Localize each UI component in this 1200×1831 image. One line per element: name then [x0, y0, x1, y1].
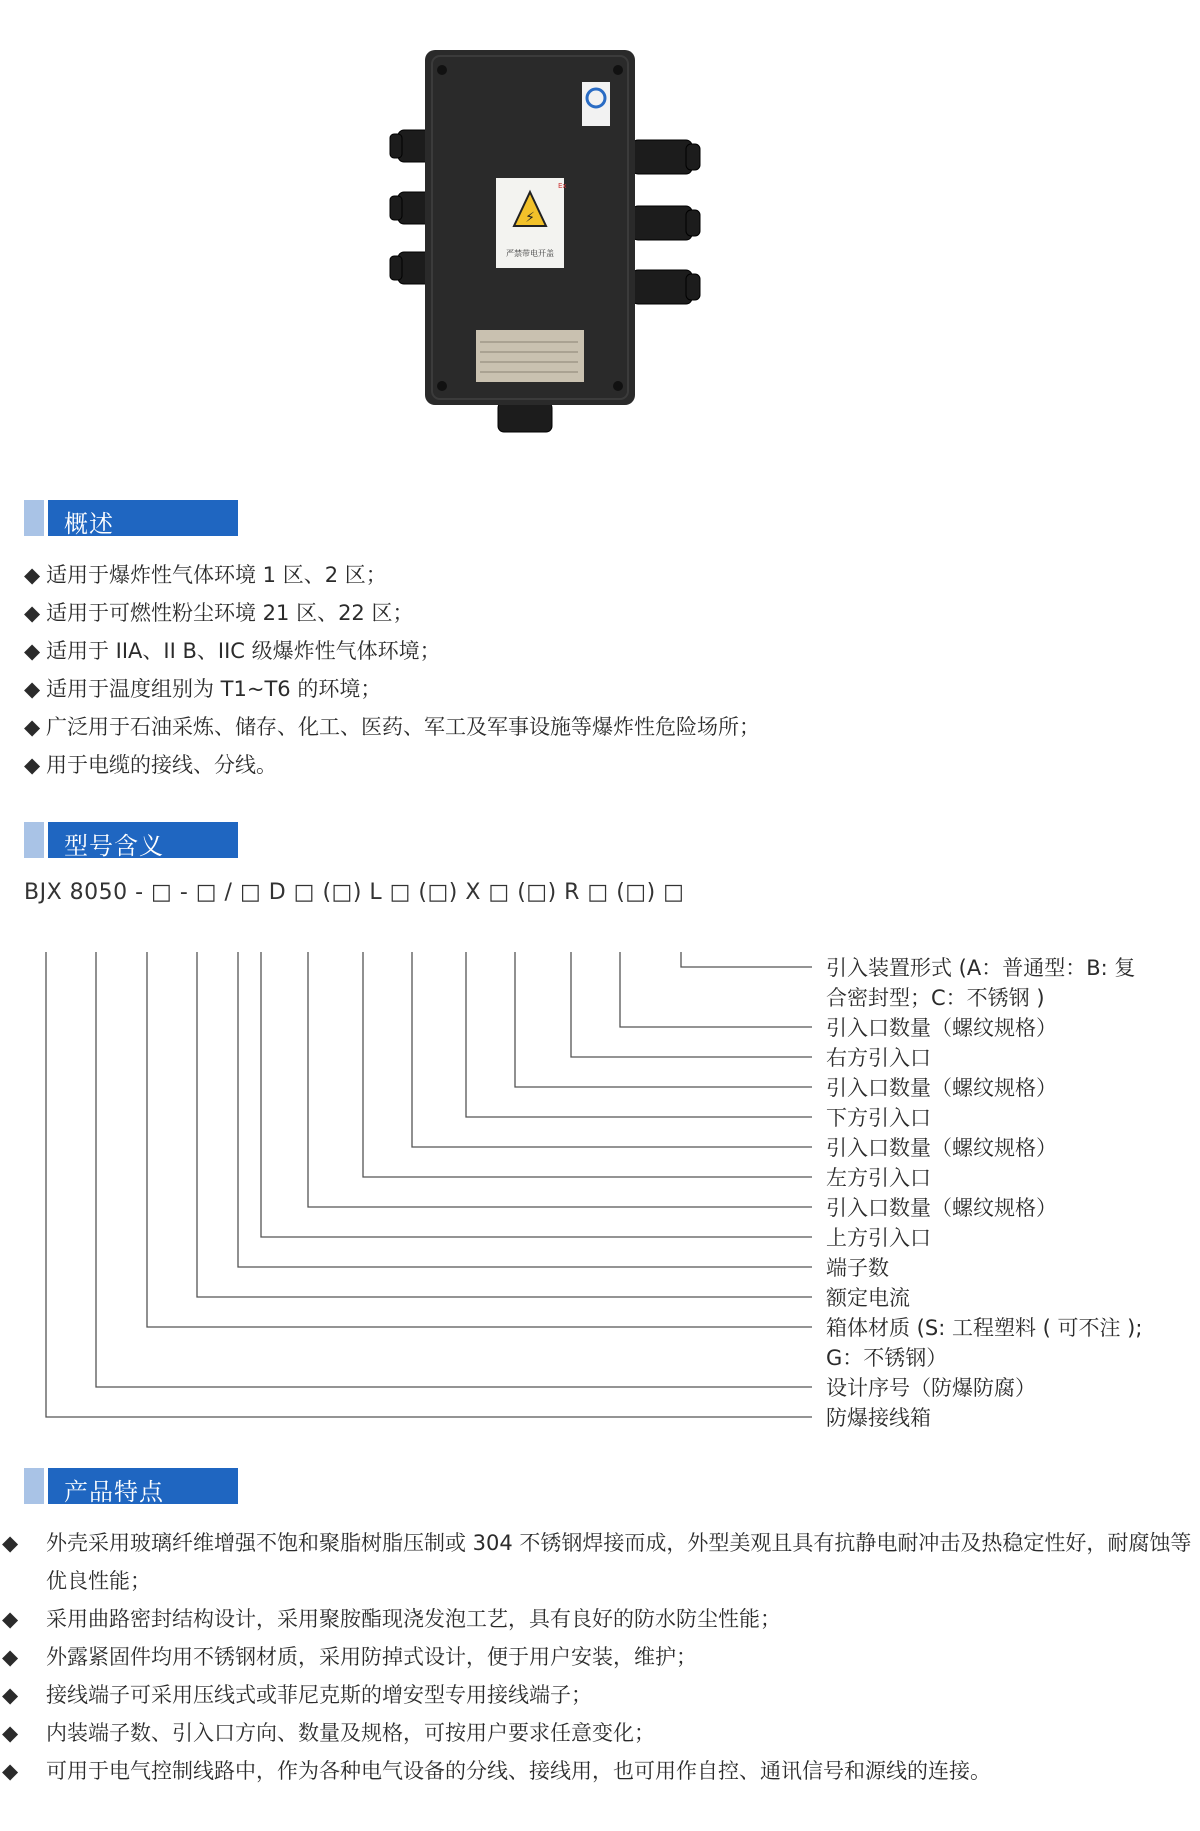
- diagram-label: 右方引入口: [826, 1046, 931, 1070]
- diagram-label: 上方引入口: [826, 1226, 931, 1250]
- diagram-label: 防爆接线箱: [826, 1406, 931, 1430]
- model-code: BJX 8050 - □ - □ / □ D □ (□) L □ (□) X □ (□) R □ (□) □: [24, 880, 685, 905]
- ex-mark: Ex: [558, 182, 567, 190]
- list-item: ◆ 用于电缆的接线、分线。: [24, 753, 277, 777]
- list-item: ◆ 可用于电气控制线路中，作为各种电气设备的分线、接线用，也可用作自控、通讯信号和源线的连接。: [2, 1759, 991, 1783]
- list-item: ◆ 适用于爆炸性气体环境 1 区、2 区；: [24, 563, 387, 587]
- overview-title: 概述: [64, 510, 114, 538]
- diagram-label: G：不锈钢）: [826, 1346, 948, 1370]
- list-item: ◆ 内装端子数、引入口方向、数量及规格，可按用户要求任意变化；: [2, 1721, 655, 1745]
- diagram-label: 左方引入口: [826, 1166, 931, 1190]
- diagram-label: 引入口数量（螺纹规格）: [826, 1016, 1057, 1040]
- list-item: ◆ 广泛用于石油采炼、储存、化工、医药、军工及军事设施等爆炸性危险场所；: [24, 715, 760, 739]
- list-item: ◆ 采用曲路密封结构设计，采用聚胺酯现浇发泡工艺，具有良好的防水防尘性能；: [2, 1607, 781, 1631]
- diagram-label: 端子数: [826, 1256, 889, 1280]
- diagram-label: 引入口数量（螺纹规格）: [826, 1076, 1057, 1100]
- list-item: ◆ 外露紧固件均用不锈钢材质，采用防掉式设计，便于用户安装，维护；: [2, 1645, 697, 1669]
- model-title: 型号含义: [64, 832, 164, 860]
- warning-plate-text: 严禁带电开盖: [506, 249, 554, 258]
- list-item: ◆ 适用于 IIA、II B、IIC 级爆炸性气体环境；: [24, 639, 441, 663]
- overview-header: [24, 500, 214, 536]
- features-title: 产品特点: [64, 1478, 164, 1506]
- diagram-label: 引入口数量（螺纹规格）: [826, 1136, 1057, 1160]
- diagram-label: 合密封型；C：不锈钢 ): [826, 986, 1045, 1010]
- diagram-label: 设计序号（防爆防腐）: [826, 1376, 1036, 1400]
- diagram-label: 下方引入口: [826, 1106, 931, 1130]
- product-image: [380, 30, 720, 440]
- diagram-label: 引入装置形式 (A：普通型：B: 复: [826, 956, 1136, 980]
- model-header: [24, 822, 214, 858]
- list-item: ◆ 适用于温度组别为 T1~T6 的环境；: [24, 677, 382, 701]
- svg-text:⚡: ⚡: [525, 210, 535, 226]
- diagram-label: 箱体材质 (S: 工程塑料 ( 可不注 );: [826, 1316, 1143, 1340]
- diagram-label: 额定电流: [826, 1286, 910, 1310]
- diagram-label: 引入口数量（螺纹规格）: [826, 1196, 1057, 1220]
- list-item: ◆ 外壳采用玻璃纤维增强不饱和聚脂树脂压制或 304 不锈钢焊接而成，外型美观且具有抗静电耐冲击及热稳定性好，耐腐蚀等优良性能；: [2, 1531, 1192, 1593]
- list-item: ◆ 接线端子可采用压线式或菲尼克斯的增安型专用接线端子；: [2, 1683, 592, 1707]
- features-header: [24, 1468, 214, 1504]
- list-item: ◆ 适用于可燃性粉尘环境 21 区、22 区；: [24, 601, 414, 625]
- overview-list: [24, 556, 760, 784]
- features-list: [2, 1524, 1200, 1790]
